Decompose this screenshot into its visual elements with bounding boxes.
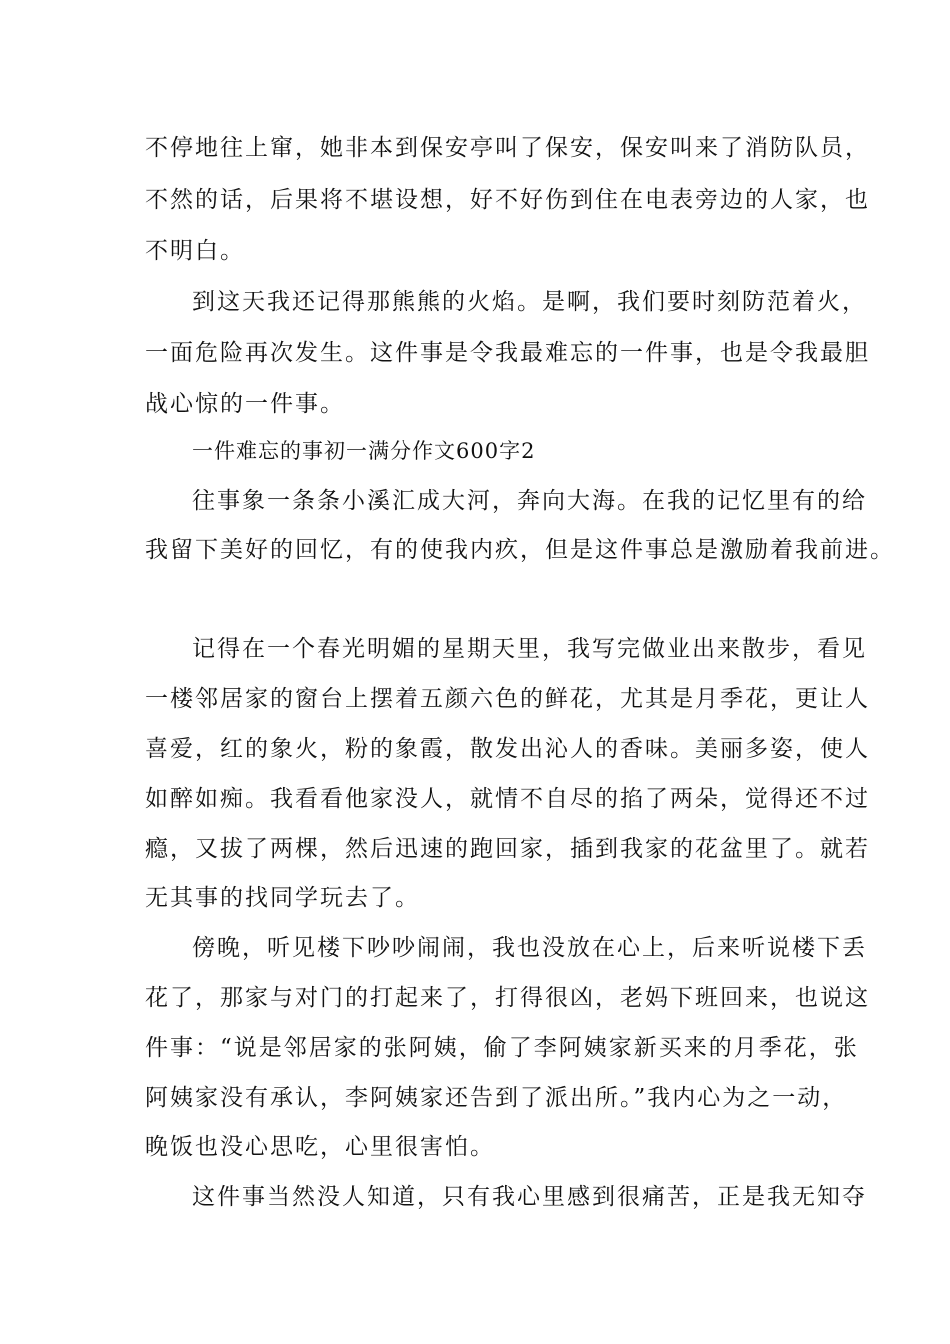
text-line-6: 战心惊的一件事。: [145, 391, 345, 417]
text-line-5: 一面危险再次发生。这件事是令我最难忘的一件事，也是令我最胆: [145, 340, 870, 366]
text-line-21: 这件事当然没人知道，只有我心里感到很痛苦，正是我无知夺: [192, 1184, 867, 1210]
text-line-2: 不然的话，后果将不堪设想，好不好伤到住在电表旁边的人家，也: [145, 187, 870, 213]
text-line-16: 傍晚，听见楼下吵吵闹闹，我也没放在心上，后来听说楼下丢: [192, 935, 867, 961]
text-line-19: 阿姨家没有承认，李阿姨家还告到了派出所。”我内心为之一动，: [145, 1085, 848, 1111]
text-line-3: 不明白。: [145, 238, 245, 264]
text-line-11: 一楼邻居家的窗台上摆着五颜六色的鲜花，尤其是月季花，更让人: [145, 686, 870, 712]
text-line-10: 记得在一个春光明媚的星期天里，我写完做业出来散步，看见: [192, 636, 867, 662]
text-line-8: 往事象一条条小溪汇成大河，奔向大海。在我的记忆里有的给: [192, 488, 867, 514]
text-line-9: 我留下美好的回忆，有的使我内疚，但是这件事总是激励着我前进。: [145, 537, 895, 563]
text-line-14: 瘾，又拔了两棵，然后迅速的跑回家，插到我家的花盆里了。就若: [145, 836, 870, 862]
text-line-4: 到这天我还记得那熊熊的火焰。是啊，我们要时刻防范着火，: [192, 289, 867, 315]
text-line-1: 不停地往上窜，她非本到保安亭叫了保安，保安叫来了消防队员，: [145, 135, 870, 161]
text-line-18: 件事：“说是邻居家的张阿姨，偷了李阿姨家新买来的月季花，张: [145, 1035, 859, 1061]
text-line-13: 如醉如痴。我看看他家没人，就情不自尽的掐了两朵，觉得还不过: [145, 786, 870, 812]
text-line-20: 晚饭也没心思吃，心里很害怕。: [145, 1134, 495, 1160]
text-line-15: 无其事的找同学玩去了。: [145, 885, 420, 911]
text-line-12: 喜爱，红的象火，粉的象霞，散发出沁人的香味。美丽多姿，使人: [145, 736, 870, 762]
section-heading: 一件难忘的事初一满分作文600字2: [192, 439, 536, 463]
text-line-17: 花了，那家与对门的打起来了，打得很凶，老妈下班回来，也说这: [145, 985, 870, 1011]
